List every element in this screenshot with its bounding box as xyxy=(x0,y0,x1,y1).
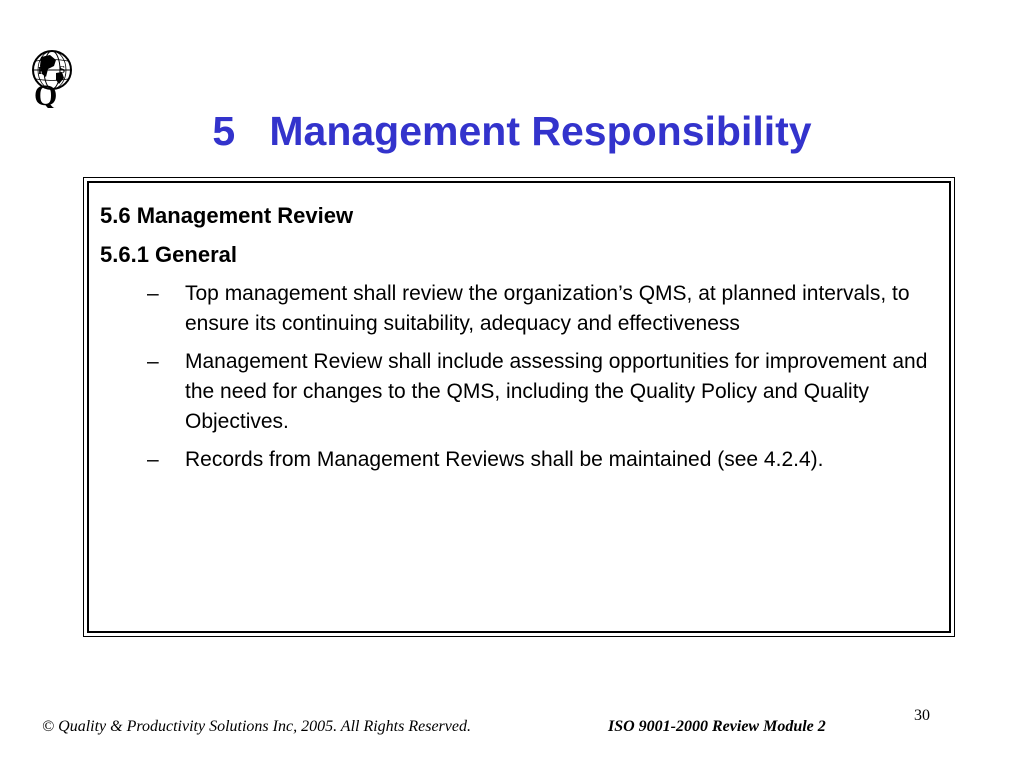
bullet-text: Records from Management Reviews shall be maintained (see 4.2.4). xyxy=(185,448,824,471)
list-item xyxy=(147,279,937,339)
logo-letter-q: Q xyxy=(34,79,58,108)
globe-q-logo-icon xyxy=(26,42,86,108)
list-item xyxy=(147,445,937,475)
subsection-heading: 5.6.1 General xyxy=(100,242,237,267)
footer-module: ISO 9001-2000 Review Module 2 xyxy=(608,718,826,735)
bullet-text: Management Review shall include assessing opportunities for improvement and the need for changes to the QMS, including the Quality Policy and Quality Objectives. xyxy=(185,350,928,433)
list-item xyxy=(147,347,937,437)
footer-copyright: © Quality & Productivity Solutions Inc, 2005. All Rights Reserved. xyxy=(42,718,471,735)
dash-bullet-icon: – xyxy=(147,282,159,305)
logo-letter-p: P xyxy=(38,65,45,77)
slide-title: 5 Management Responsibility xyxy=(212,108,812,154)
logo-letter-s: S xyxy=(59,64,66,76)
content-box xyxy=(83,177,955,637)
page-number: 30 xyxy=(914,707,930,724)
section-heading: 5.6 Management Review xyxy=(100,203,354,228)
bullet-list xyxy=(147,279,937,483)
bullet-text: Top management shall review the organization’s QMS, at planned intervals, to ensure its continuing suitability, adequacy and effectiveness xyxy=(185,282,910,335)
dash-bullet-icon: – xyxy=(147,448,159,471)
content-box-inner xyxy=(87,181,951,633)
dash-bullet-icon: – xyxy=(147,350,159,373)
